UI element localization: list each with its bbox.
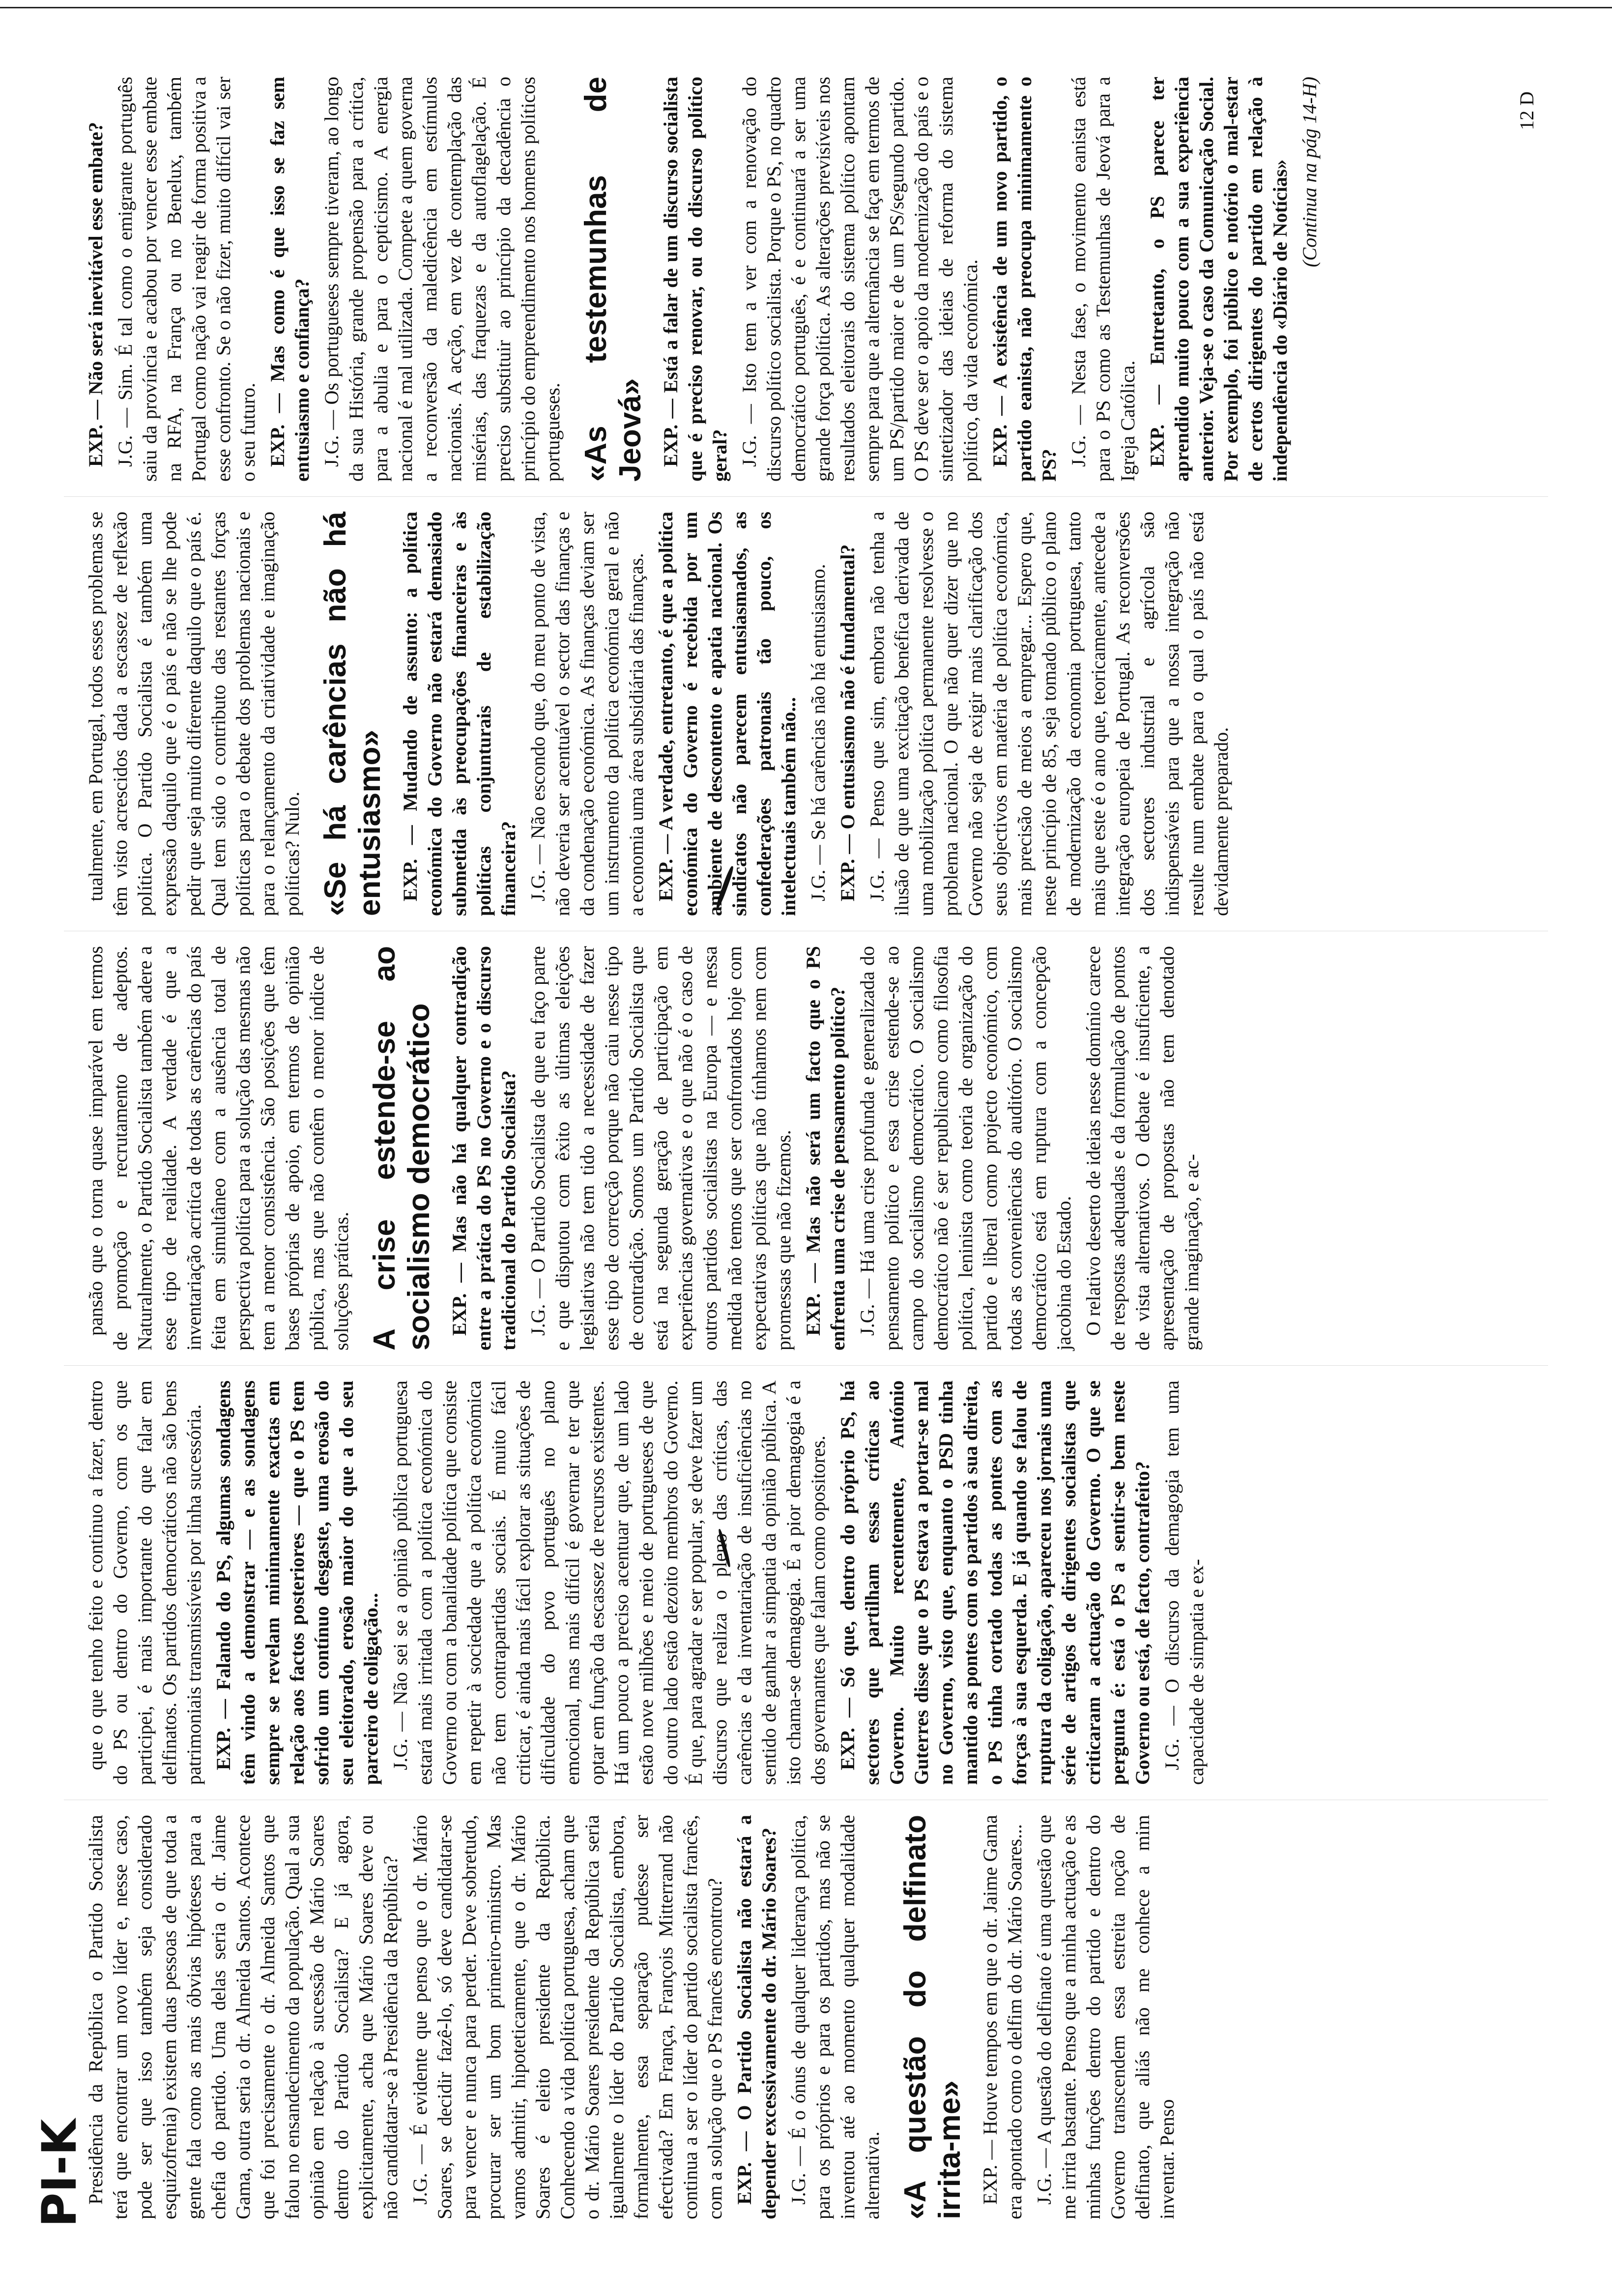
paragraph: J.G. — O Partido Socialista de que eu faço parte e que disputou com êxito as últimas eleições legislativas não tem tido a necessidade de fazer esse tipo de correcção porque não caiu nesse tipo de contradição. Somos um Partido Socialista que está na segunda geração de participação em experiências governativas e o que não é o caso de outros partidos socialistas na Europa — e nessa medida não temos que ser confrontados hoje com expectativas políticas que não tínhamos nem com promessas que não fizemos. [527,946,795,1350]
section-heading: A crise estende-se ao socialismo democrático [368,946,436,1350]
paragraph: J.G. — A questão do delfinato é uma questão que me irrita bastante. Penso que a minha actuação e as minhas funções dentro do partido e dentro do Governo transcendem essa estreita noção de delfinato, que aliás não me conhece a mim inventar. Penso [1033,1815,1178,2219]
section-heading: «As testemunhas de Jeová» [579,77,647,482]
question: EXP. — Mas como é que isso se faz sem entusiasmo e confiança? [266,77,313,482]
paragraph: tualmente, em Portugal, todos esses problemas se têm visto acrescidos dada a escassez de reflexão política. O Partido Socialista é também uma expressão daquilo que é o país e não se lhe pode pedir que seja muito diferente daquilo que o país é. Qual tem sido o contributo das restantes forças políticas para o debate dos problemas nacionais e para o relançamento da criatividade e imaginação políticas? Nulo. [85,512,303,916]
top-border-line [0,7,1612,8]
paragraph: que o que tenho feito e continuo a fazer, dentro do PS ou dentro do Governo, com os que participei, é mais importante do que falar em delfinatos. Os partidos democráticos não são bens patrimoniais transmissíveis por linha sucessória. [85,1380,205,1785]
paragraph: J.G. — Penso que sim, embora não tenha a ilusão de que uma excitação benéfica derivada de uma mobilização política permanente resolvesse o problema nacional. O que não quer dizer que no Governo não seja de exigir mais clarificação dos seus objectivos em matéria de política económica, mais precisão de meios a empregar... Espero que, neste princípio de 85, seja tomado público o plano de modernização da economia portuguesa, tanto mais que este é o ano que, teoricamente, antecede a integração europeia de Portugal. As reconversões dos sectores industrial e agrícola são indispensáveis para que a nossa integração não resulte num embate para o qual o país não está devidamente preparado. [866,512,1232,916]
paragraph: J.G. — Não escondo que, do meu ponto de vista, não deveria ser acentuável o sector das finanças e da condenação económica. As finanças deviam ser um instrumento da política económica geral e não a economia uma área subsidiária das finanças. [527,512,647,916]
article-columns [32,62,1548,2234]
section-heading: «Se há carências não há entusiasmo» [318,512,387,916]
paragraph: J.G. — O discurso da demagogia tem uma capacidade de simpatia e ex- [1161,1380,1208,1785]
paragraph: J.G. — Sim. É tal como o emigrante português saiu da província e acabou por vencer esse embate na RFA, na França ou no Benelux, também Portugal como nação vai reagir de forma positiva a esse confronto. Se o não fizer, muito difícil vai ser o seu futuro. [114,77,259,482]
question: EXP. — O Partido Socialista não estará a depender excessivamente do dr. Mário Soares? [733,1815,780,2219]
paragraph: O relativo deserto de ideias nesse domínio carece de respostas adequadas e da formulação de pontos de vista alternativos. O debate é insuficiente, a apresentação de propostas não tem denotado grande imaginação, e ac- [1082,946,1203,1350]
paragraph: J.G. — Os portugueses sempre tiveram, ao longo da sua História, grande propensão para a crítica, para a abulia e para o cepticismo. A energia nacional é mal utilizada. Compete a quem governa a reconversão da maledicência em estímulos nacionais. A acção, em vez de contemplação das misérias, das fraquezas e da autoflagelação. É preciso substituir ao princípio da decadência o princípio do empreendimento nos homens políticos portugueses. [320,77,564,482]
paragraph: J.G. — É evidente que penso que o dr. Mário Soares, se decidir fazê-lo, só deve candidatar-se para vencer e nunca para perder. Deve sobretudo, procurar ser um bom primeiro-ministro. Mas vamos admitir, hipoteticamente, que o dr. Mário Soares é eleito presidente da República. Conhecendo a vida política portuguesa, acham que o dr. Mário Soares presidente da República seria igualmente o líder do Partido Socialista, embora, formalmente, essa separação pudesse ser efectivada? Em França, François Mitterrand não continua a ser o líder do partido socialista francês, com a solução que o PS francês encontrou? [409,1815,726,2219]
handwritten-scrawl: PI-K [32,2119,87,2227]
question: EXP. — O entusiasmo não é fundamental? [836,544,859,901]
continuation-note: (Continua na pág 14-H) [1298,77,1321,267]
column-2 [64,1365,1548,1800]
page-number: 12 D [1516,91,1538,130]
question: EXP. — Falando do PS, algumas sondagens têm vindo a demonstrar — e as sondagens sempre se revelam minimamente exactas em relação aos factos posteriores — que o PS tem sofrido um contínuo desgaste, uma erosão do seu eleitorado, erosão maior do que a do seu parceiro de coligação... [212,1380,382,1785]
paragraph: J.G. — Há uma crise profunda e generalizada do pensamento político e essa crise estende-se ao campo do socialismo democrático. O socialismo democrático não é ser republicano como filosofia política, leninista como teoria de organização do partido e liberal como projecto económico, com todas as conveniências do auditório. O socialismo democrático está em ruptura com a concepção jacobina do Estado. [856,946,1075,1350]
question: EXP. — A verdade, entretanto, é que a política económica do Governo é recebida por um ambiente de descontento e apatia nacional. Os sindicatos não parecem entusiasmados, as confederações patronais tão pouco, os intelectuais também não... [655,512,800,916]
column-3 [64,931,1548,1365]
question: EXP. — Só que, dentro do próprio PS, há sectores que partilham essas críticas ao Governo. Muito recentemente, António Guterres disse que o PS estava a portar-se mal no Governo, visto que, enquanto o PSD tinha mantido as pontes com os partidos à sua direita, o PS tinha cortado todas as pontes com as forças à sua esquerda. E já quando se falou de ruptura da coligação, apareceu nos jornais uma série de artigos de dirigentes socialistas que criticaram a actuação do Governo. O que se pergunta é: está o PS a sentir-se bem neste Governo ou está, de facto, contrafeito? [836,1380,1153,1785]
question: EXP. — Mas não será um facto que o PS enfrenta uma crise de pensamento político? [802,946,849,1350]
paragraph: J.G. — Não sei se a opinião pública portuguesa estará mais irritada com a política económica do Governo ou com a banalidade política que consiste em repetir à sociedade que a política económica não tem contrapartidas sociais. É muito fácil criticar, é ainda mais fácil explorar as situações de dificuldade do povo português no plano emocional, mas mais difícil é governar e ter que optar em função da escassez de recursos existentes. Há um pouco a preciso acentuar que, de um lado estão nove milhões e meio de portugueses de que do outro lado estão dezoito membros do Governo. É que, para agradar e ser popular, se deve fazer um discurso que realiza o pleno das críticas, das carências e da inventariação de insuficiências no sentido de ganhar a simpatia da opinião pública. A isto chama-se demagogia. É a pior demagogia é a dos governantes que falam como opositores. [389,1380,829,1785]
paragraph: J.G. — É o ónus de qualquer liderança política, para os próprios e para os partidos, mas não se inventou até ao momento qualquer modalidade alternativa. [787,1815,883,2219]
question: EXP. — Mudando de assunto: a política económica do Governo não estará demasiado submetida às preocupações financeiras e às políticas conjunturais de estabilização financeira? [399,512,519,916]
paragraph: J.G. — Isto tem a ver com a renovação do discurso político socialista. Porque o PS, no quadro democrático português, é e continuará a ser uma grande força política. As alterações previsíveis nos resultados eleitorais do sistema político apontam sempre para que a alternância se faça em termos de um PS/partido maior e de um PS/segundo partido. O PS deve ser o apoio da modernização do país e o sintetizador das ideias de reforma do sistema político, da vida económica. [738,77,981,482]
paragraph: J.G. — Nesta fase, o movimento eanista está para o PS como as Testemunhas de Jeová para a Igreja Católica. [1067,77,1139,482]
column-4 [64,496,1548,931]
paragraph: EXP. — Houve tempos em que o dr. Jaime Gama era apontado como o delfim do dr. Mário Soares... [979,1815,1026,2219]
paragraph: Presidência da República o Partido Socialista terá que encontrar um novo líder e, nesse caso, pode ser que isso também seja considerado esquizofrenia) existem duas pessoas de que toda a gente fala como as mais óbvias hipóteses para a chefia do partido. Uma delas seria o dr. Jaime Gama, outra seria o dr. Almeida Santos. Acontece que foi precisamente o dr. Almeida Santos que falou no ensandecimento da população. Qual a sua opinião em relação à sucessão de Mário Soares dentro do Partido Socialista? E já agora, explicitamente, acha que Mário Soares deve ou não candidatar-se à Presidência da República? [85,1815,402,2219]
rotated-article-sheet [32,62,1548,2234]
question: EXP. — A existência de um novo partido, o partido eanista, não preocupa minimamente o PS? [989,77,1060,482]
column-1 [32,1800,1548,2234]
paragraph: pansão que o torna quase imparável em termos de promoção e recrutamento de adeptos. Naturalmente, o Partido Socialista também adere a esse tipo de realidade. A verdade é que a inventariação acrítica de todas as carências do país feita em simultâneo com a ausência total de perspectiva política para a solução das mesmas não tem a menor consistência. São posições que têm bases próprias de apoio, em termos de opinião pública, mas que não contêm o menor índice de soluções práticas. [85,946,352,1350]
question: EXP. — Está a falar de um discurso socialista que é preciso renovar, ou do discurso político geral? [660,77,731,482]
question: EXP. — Entretanto, o PS parece ter aprendido muito pouco com a sua experiência anterior. Veja-se o caso da Comunicação Social. Por exemplo, foi público e notório o mal-estar de certos dirigentes do partido em relação à independência do «Diário de Notícias» [1146,77,1291,482]
question: EXP. — Mas não há qualquer contradição entre a prática do PS no Governo e o discurso tradicional do Partido Socialista? [448,946,519,1350]
paragraph: J.G. — Se há carências não há entusiasmo. [807,564,829,901]
section-heading: «A questão do delfinato irrita-me» [898,1815,967,2219]
column-5 [64,62,1548,496]
question: EXP. — Não será inevitável esse embate? [85,122,107,467]
